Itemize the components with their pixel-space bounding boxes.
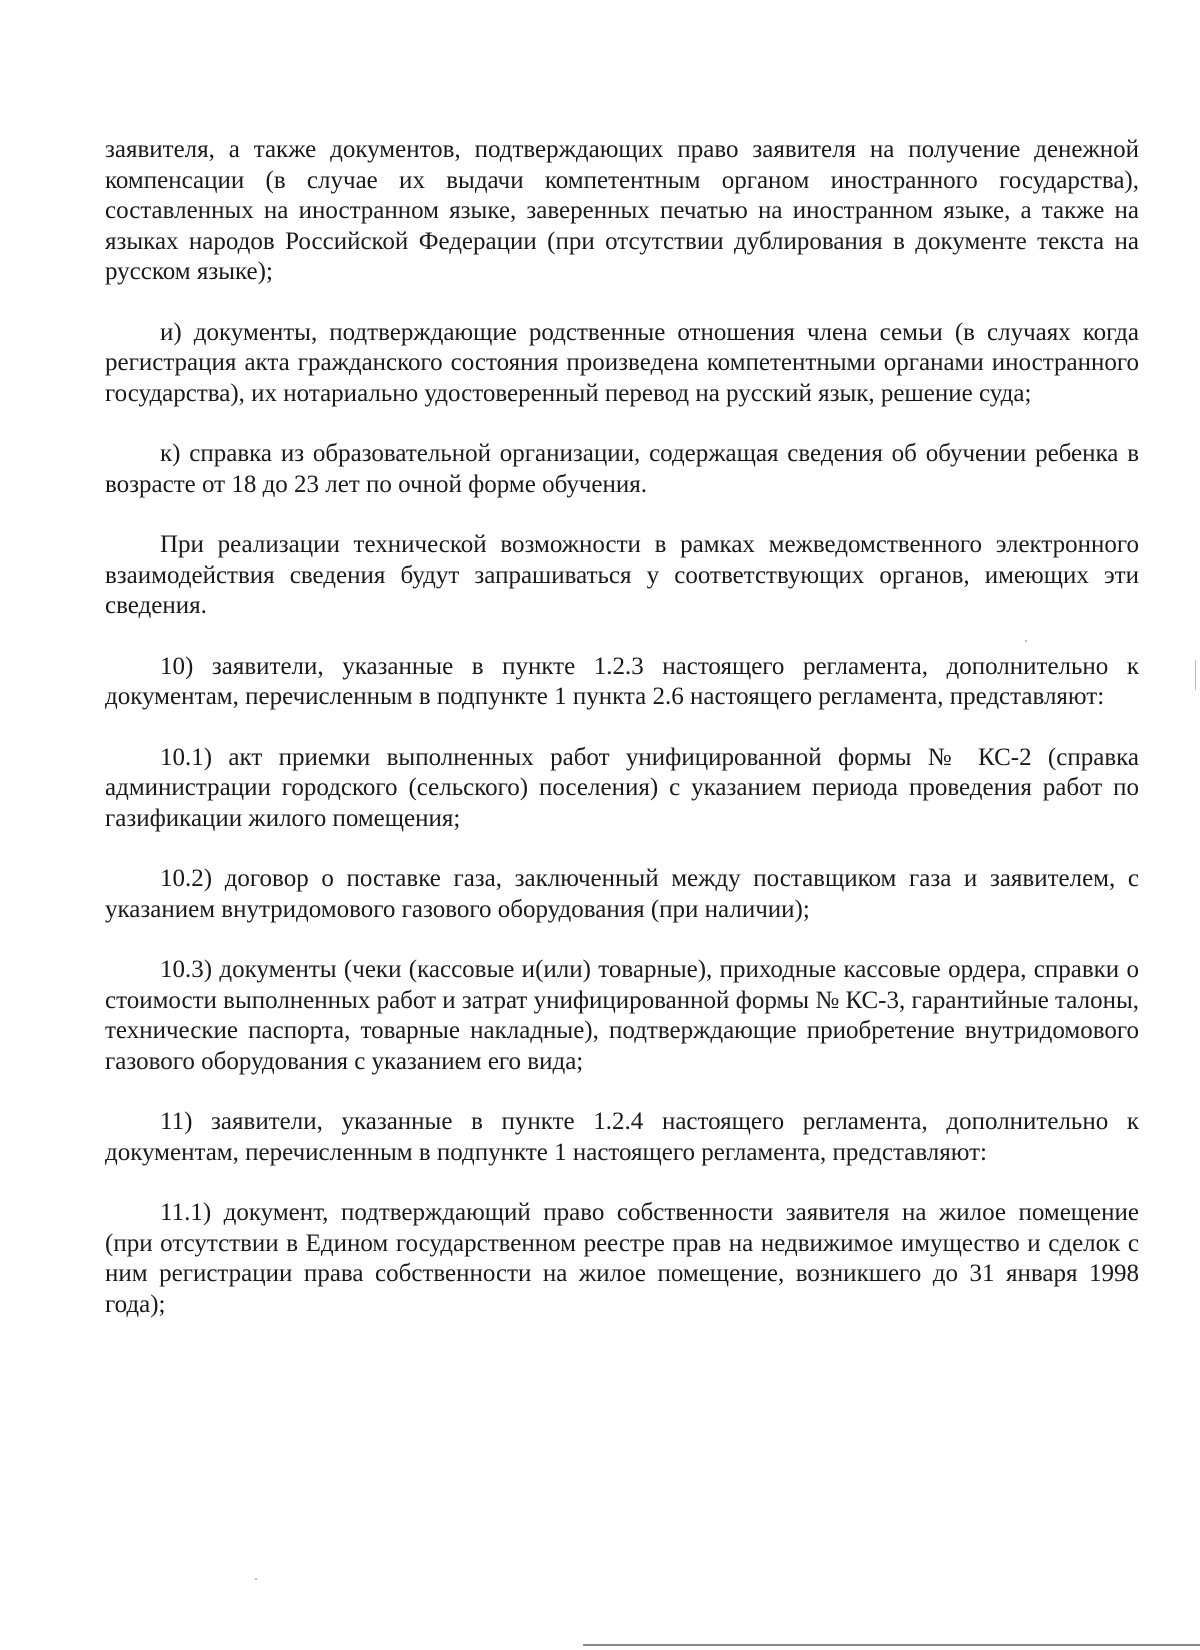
paragraph-continuation: заявителя, а также документов, подтверждающих право заявителя на получение денежной компенсации (в случае их выдачи компетентным органом иностранного государства), составленных на иностранном языке, заверенных печатью на иностранном языке, а также на языках народов Российской Федерации (при отсутствии дублирования в документе текста на русском языке); xyxy=(105,136,1139,285)
paragraph-item-10-3: 10.3) документы (чеки (кассовые и(или) товарные), приходные кассовые ордера, справки о стоимости выполненных работ и затрат унифицированной формы № КС-3, гарантийные талоны, технические паспорта, товарные накладные), подтверждающие приобретение внутридомового газового оборудования с указанием его вида; xyxy=(105,956,1139,1075)
paragraph-item-i: и) документы, подтверждающие родственные отношения члена семьи (в случаях когда регистрация акта гражданского состояния произведена компетентными органами иностранного государства), их нотариально удостоверенный перевод на русский язык, решение суда; xyxy=(105,318,1139,407)
paragraph-interagency-note: При реализации технической возможности в рамках межведомственного электронного взаимодействия сведения будут запрашиваться у соответствующих органов, имеющих эти сведения. xyxy=(105,531,1139,619)
scan-speck xyxy=(1025,640,1027,642)
paragraph-item-10-2: 10.2) договор о поставке газа, заключенный между поставщиком газа и заявителем, с указанием внутридомового газового оборудования (при наличии); xyxy=(105,865,1139,923)
scan-speck xyxy=(255,1578,257,1580)
scan-edge-line xyxy=(583,1644,1200,1646)
paragraph-item-10-1: 10.1) акт приемки выполненных работ унифицированной формы № КС-2 (справка администрации городского (сельского) поселения) с указанием периода проведения работ по газификации жилого помещения; xyxy=(105,743,1139,832)
document-body xyxy=(105,135,1139,1350)
paragraph-item-10: 10) заявители, указанные в пункте 1.2.3 настоящего регламента, дополнительно к документам, перечисленным в подпункте 1 пункта 2.6 настоящего регламента, представляют: xyxy=(105,652,1139,710)
paragraph-item-k: к) справка из образовательной организации, содержащая сведения об обучении ребенка в возрасте от 18 до 23 лет по очной форме обучения. xyxy=(105,440,1139,498)
paragraph-item-11-1: 11.1) документ, подтверждающий право собственности заявителя на жилое помещение (при отсутствии в Едином государственном реестре прав на недвижимое имущество и сделок с ним регистрации права собственности на жилое помещение, возникшего до 31 января 1998 года); xyxy=(105,1199,1139,1318)
paragraph-item-11: 11) заявители, указанные в пункте 1.2.4 настоящего регламента, дополнительно к документам, перечисленным в подпункте 1 настоящего регламента, представляют: xyxy=(105,1108,1139,1166)
scan-speck xyxy=(1195,660,1196,690)
